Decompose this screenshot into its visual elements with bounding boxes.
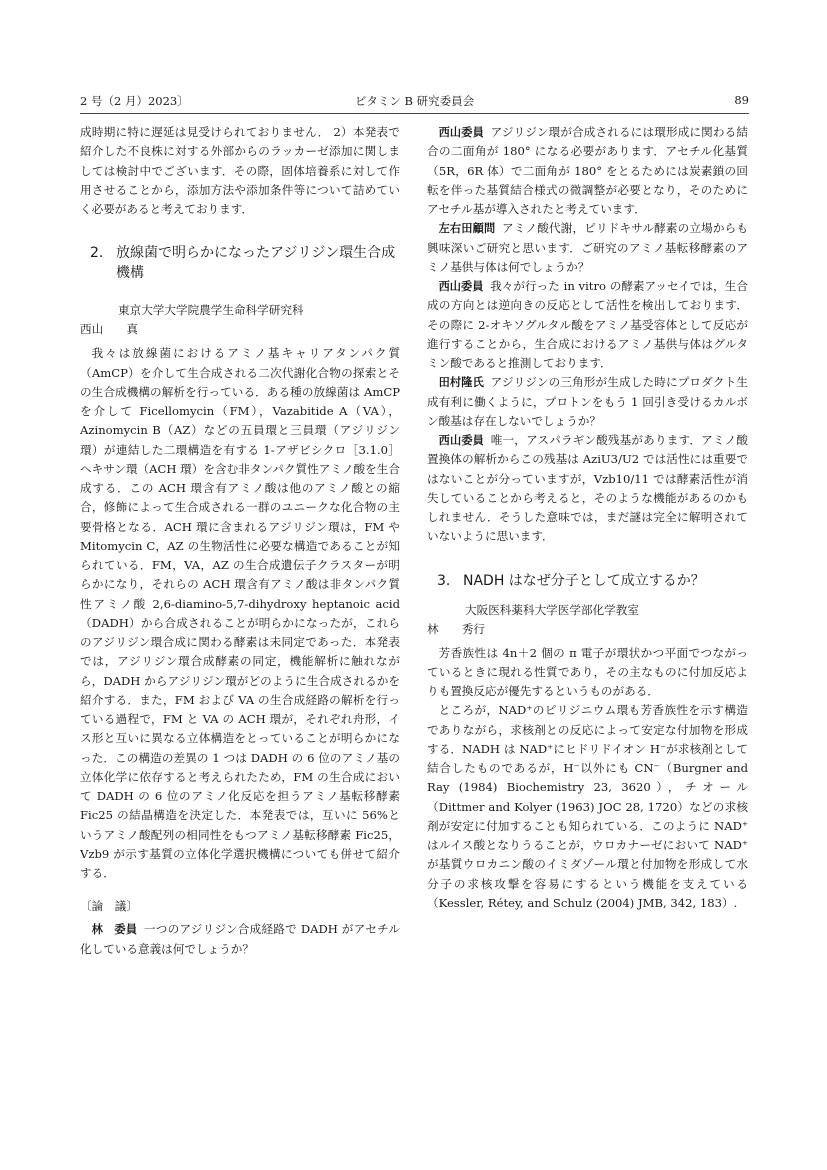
section-3-affiliation: 大阪医科薬科大学医学部化学教室 — [465, 602, 639, 617]
discussion-speaker: 西山委員 — [438, 126, 484, 139]
discussion-speaker: 林 委員 — [91, 923, 138, 937]
discussion-text: 一つのアジリジン合成経路で DADH がアセチル化している意義は何でしょうか？ — [80, 922, 400, 956]
discussion-text: アミノ酸代謝，ピリドキサル酵素の立場からも興味深いご研究と思います．ご研究のアミノ基転移酵素のアミノ基供与体は何でしょうか？ — [427, 221, 748, 274]
header-rule — [80, 113, 749, 114]
discussion-speaker: 田村隆氏 — [438, 376, 484, 390]
discussion-speaker: 西山委員 — [438, 434, 485, 447]
discussion-speaker: 西山委員 — [438, 280, 484, 293]
issue-label: 2 号（2 月）2023〕 — [80, 94, 189, 108]
discussion-entry-6 — [427, 431, 748, 547]
discussion-text: アジリジンの三角形が生成した時にプロダクト生成有利に働くように，プロトンをもう 1 回引き受けるカルボン酸基は存在しないでしょうか？ — [427, 375, 748, 428]
discussion-speaker: 左右田顧問 — [438, 222, 496, 236]
section-2-affiliation: 東京大学大学院農学生命科学研究科 — [118, 303, 304, 318]
intro-paragraph: 成時期に特に遅延は見受けられておりません． 2）本発表で紹介した不良株に対する外部からのラッカーゼ添加に関しましては検討中でございます．その際，固体培養系に対して作用させることから，添加方法や添加条件等について詰めていく必要があると考えております． — [80, 125, 400, 216]
discussion-entry-3 — [427, 219, 748, 277]
section-2-author: 西山 真 — [80, 322, 138, 337]
journal-section-title: ビタミン B 研究委員会 — [354, 94, 475, 108]
page-number: 89 — [734, 93, 749, 107]
discussion-text: 唯一，アスパラギン酸残基があります．アミノ酸置換体の解析からこの残基は AziU3/U2 では活性には重要ではないことが分っていますが，Vzb10/11 では酵素活性が消失していることから考えると，そのような機能があるのかもしれません．そうした意味では，まだ謎は完全に解明されていないように思います． — [427, 433, 748, 544]
section-3-heading — [427, 571, 748, 591]
discussion-heading: 〔論 議〕 — [80, 899, 138, 914]
left-column — [80, 123, 400, 959]
section-2-body: 我々は放線菌におけるアミノ基キャリアタンパク質（AmCP）を介して生合成される二次代謝化合物の探索とその生合成機構の解析を行っている．ある種の放線菌は AmCP を介して Ficellomycin（FM），Vazabitide A（VA），Azinomycin B（AZ）などの五員環と三員環（アジリジン環）が連結した二環構造を有する 1-アザビシクロ［3.1.0］ヘキサン環（ACH 環）を含む非タンパク質性アミノ酸を生合成する．この ACH 環含有アミノ酸は他のアミノ酸との縮合，修飾によって生合成される一群のユニークな化合物の主要骨格となる．ACH 環に含まれるアジリジン環は，FM や Mitomycin C，AZ の生物活性に必要な構造であることが知られている．FM，VA，AZ の生合成遺伝子クラスターが明らかになり，それらの ACH 環含有アミノ酸は非タンパク質性アミノ酸 2,6-diamino-5,7-dihydroxy heptanoic acid（DADH）から合成されることが明らかになったが，これらのアジリジン環合成に関わる酵素は未同定であった．本発表では，アジリジン環合成酵素の同定，機能解析に触れながら，DADH からアジリジン環がどのように生合成されるかを紹介する．また，FM および VA の生合成経路の解析を行っている過程で，FM と VA の ACH 環が，それぞれ舟形，イス形と互いに異なる立体構造をとっていることが明らかになった．この構造の差異の 1 つは DADH の 6 位のアミノ基の立体化学に依存すると考えられたため，FM の生合成において DADH の 6 位のアミノ化反応を担うアミノ基転移酵素 Fic25 の結晶構造を決定した．本発表では，互いに 56%というアミノ酸配列の相同性をもつアミノ基転移酵素 Fic25，Vzb9 が示す基質の立体化学選択機構についても併せて紹介する． — [80, 346, 400, 880]
discussion-text: アジリジン環が合成されるには環形成に関わる結合の二面角が 180° になる必要があります．アセチル化基質（5R，6R 体）で二面角が 180° をとるためには炭素鎖の回転を伴った基質結合様式の微調整が必要となり，そのためにアセチル基が導入されたと考えています． — [427, 125, 748, 216]
discussion-entry-2 — [427, 123, 748, 219]
section-3-title: NADH はなぜ分子として成立するか？ — [463, 572, 705, 589]
discussion-entry-4 — [427, 277, 748, 373]
discussion-entry-1 — [80, 920, 400, 959]
discussion-entry-5 — [427, 373, 748, 431]
section-3-paragraph-1: 芳香族性は 4n＋2 個の π 電子が環状かつ平面でつながっているときに現れる性質であり，その主なものに付加反応よりも置換反応が優先するというものがある． — [427, 645, 748, 698]
running-head — [80, 93, 749, 109]
section-2-title: 放線菌で明らかになったアジリジン環生合成機構 — [116, 245, 396, 282]
section-3-paragraph-2: ところが，NAD⁺のピリジニウム環も芳香族性を示す構造でありながら，求核剤との反応によって安定な付加物を形成する．NADH は NAD⁺にヒドリドイオン H⁻が求核剤として結合したものであるが，H⁻以外にも CN⁻（Burgner and Ray (1984) Biochemistry 23, 3620），チオール（Dittmer and Kolyer (1963) JOC 28, 1720）などの求核剤が安定に付加することも知られている．このように NAD⁺はルイス酸となりうることが，ウロカナーゼにおいて NAD⁺が基質ウロカニン酸のイミダゾール環と付加物を形成して水分子の求核攻撃を容易にするという機能を支えている（Kessler, Rétey, and Schulz (2004) JMB, 342, 183）. — [427, 703, 748, 910]
section-3-author: 林 秀行 — [427, 621, 485, 636]
section-2-number: 2. — [90, 245, 104, 262]
section-2-heading — [80, 243, 400, 283]
right-column — [427, 123, 748, 913]
section-3-number: 3. — [437, 572, 451, 589]
discussion-text: 我々が行った in vitro の酵素アッセイでは，生合成の方向とは逆向きの反応として活性を検出しております．その際に 2-オキソグルタル酸をアミノ基受容体として反応が進行することから，生合成におけるアミノ基供与体はグルタミン酸であると推測しております． — [427, 279, 748, 370]
